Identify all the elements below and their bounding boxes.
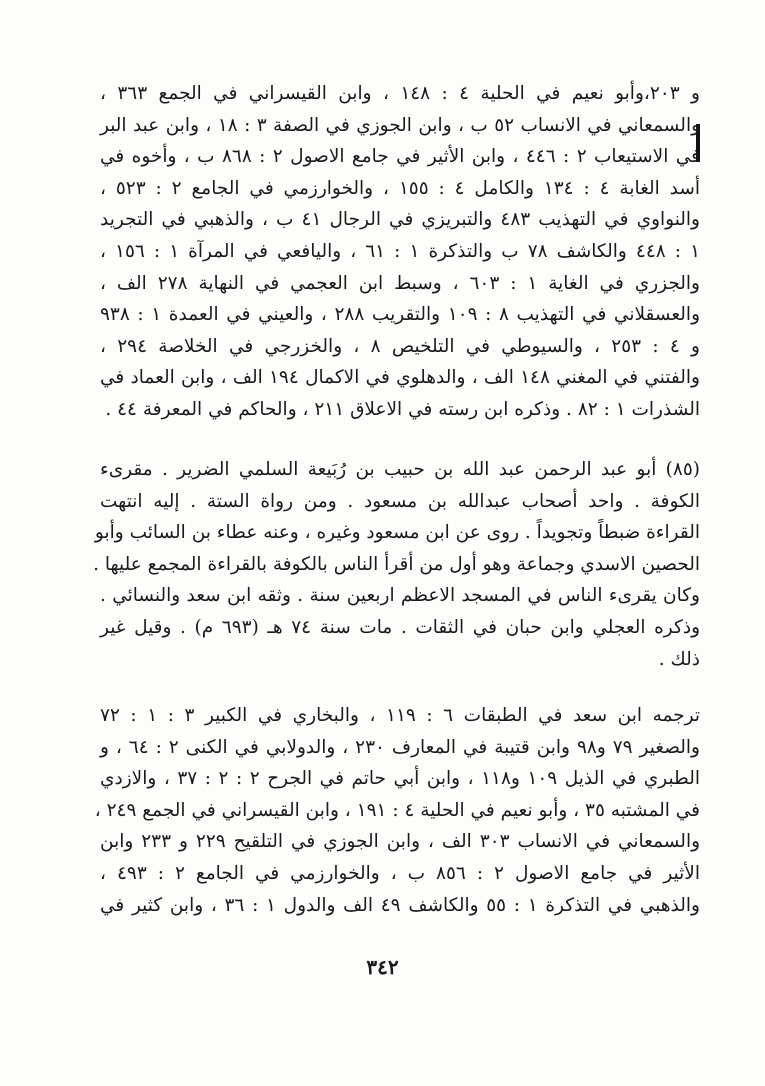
text-line: (٨٥) أبو عبد الرحمن عبد الله بن حبيب بن رُبَيعة السلمي الضرير . مقرىء <box>100 459 700 480</box>
text-line: أسد الغابة ٤ : ١٣٤ والكامل ٤ : ١٥٥ ، والخوارزمي في الجامع ٢ : ٥٢٣ ، <box>100 177 701 199</box>
text-line: ذلك . <box>658 648 700 670</box>
text-line: في الاستيعاب ٢ : ٤٤٦ ، وابن الأثير في جامع الاصول ٢ : ٨٦٨ ب ، وأخوه في <box>100 146 701 168</box>
text-line: القراءة ضبطاً وتجويداً . روى عن ابن مسعود وغيره ، وعنه عطاء بن السائب وأبو <box>94 522 700 544</box>
text-line: ترجمه ابن سعد في الطبقات ٦ : ١١٩ ، والبخاري في الكبير ٣ : ١ : ٧٢ <box>100 705 700 726</box>
text-line: والسمعاني في الانساب ٥٢ ب ، وابن الجوزي في الصفة ٣ : ١٨ ، وابن عبد البر <box>100 114 701 136</box>
text-line: الطبري في الذيل ١٠٩ و١١٨ ، وابن أبي حاتم في الجرح ٢ : ٢ : ٣٧ ، والازدي <box>100 768 700 790</box>
text-line: الحصين الاسدي وجماعة وهو أول من أقرأ الناس بالكوفة بالقراءة المجمع عليها . <box>93 553 700 575</box>
text-line: و ٤ : ٢٥٣ ، والسيوطي في التلخيص ٨ ، والخزرجي في الخلاصة ٢٩٤ ، <box>100 335 700 357</box>
text-line: في المشتبه ٣٥ ، وأبو نعيم في الحلية ٤ : ١٩١ ، وابن القيسراني في الجمع ٢٤٩ ، <box>94 799 700 821</box>
text-line: و ٢٠٣،وأبو نعيم في الحلية ٤ : ١٤٨ ، وابن القيسراني في الجمع ٣٦٣ ، <box>100 83 700 104</box>
text-line: والجزري في الغاية ١ : ٦٠٣ ، وسبط ابن العجمي في النهاية ٢٧٨ الف ، <box>100 272 700 294</box>
text-line: والصغير ٧٩ و٩٨ وابن قتيبة في المعارف ٢٣٠ ، والدولابي في الكنى ٢ : ٦٤ ، و <box>100 736 700 758</box>
text-line: الكوفة . واحد أصحاب عبدالله بن مسعود . ومن رواة الستة . إليه انتهت <box>100 490 700 512</box>
text-line: والذهبي في التذكرة ١ : ٥٥ والكاشف ٤٩ الف والدول ١ : ٣٦ ، وابن كثير في <box>100 894 700 916</box>
text-line: والعسقلاني في التهذيب ٨ : ١٠٩ والتقريب ٢٨٨ ، والعيني في العمدة ١ : ٩٣٨ <box>100 304 701 326</box>
text-line: ١ : ٤٤٨ والكاشف ٧٨ ب والتذكرة ١ : ٦١ ، واليافعي في المرآة ١ : ١٥٦ ، <box>100 240 700 262</box>
references-continued-paragraph <box>100 78 700 426</box>
text-line: وذكره العجلي وابن حبان في الثقات . مات سنة ٧٤ هـ (٦٩٣ م) . وقيل غير <box>100 616 700 638</box>
references-paragraph <box>94 700 701 921</box>
biography-entry-85 <box>93 454 700 675</box>
text-line: والفتني في المغني ١٤٨ الف ، والدهلوي في الاكمال ١٩٤ الف ، وابن العماد في <box>100 367 700 389</box>
text-line: الشذرات ١ : ٨٢ . وذكره ابن رسته في الاعلاق ٢١١ ، والحاكم في المعرفة ٤٤ . <box>105 398 700 420</box>
text-line: وكان يقرىء الناس في المسجد الاعظم اربعين سنة . وثقه ابن سعد والنسائي . <box>100 585 700 607</box>
page-number: ٣٤٢ <box>366 955 399 979</box>
text-line: والنواوي في التهذيب ٤٨٣ والتبريزي في الرجال ٤١ ب ، والذهبي في التجريد <box>100 209 700 231</box>
text-line: الأثير في جامع الاصول ٢ : ٨٥٦ ب ، والخوارزمي في الجامع ٢ : ٤٩٣ ، <box>100 862 700 884</box>
text-line: والسمعاني في الانساب ٣٠٣ الف ، وابن الجوزي في التلقيح ٢٢٩ و ٢٣٣ وابن <box>100 831 701 853</box>
